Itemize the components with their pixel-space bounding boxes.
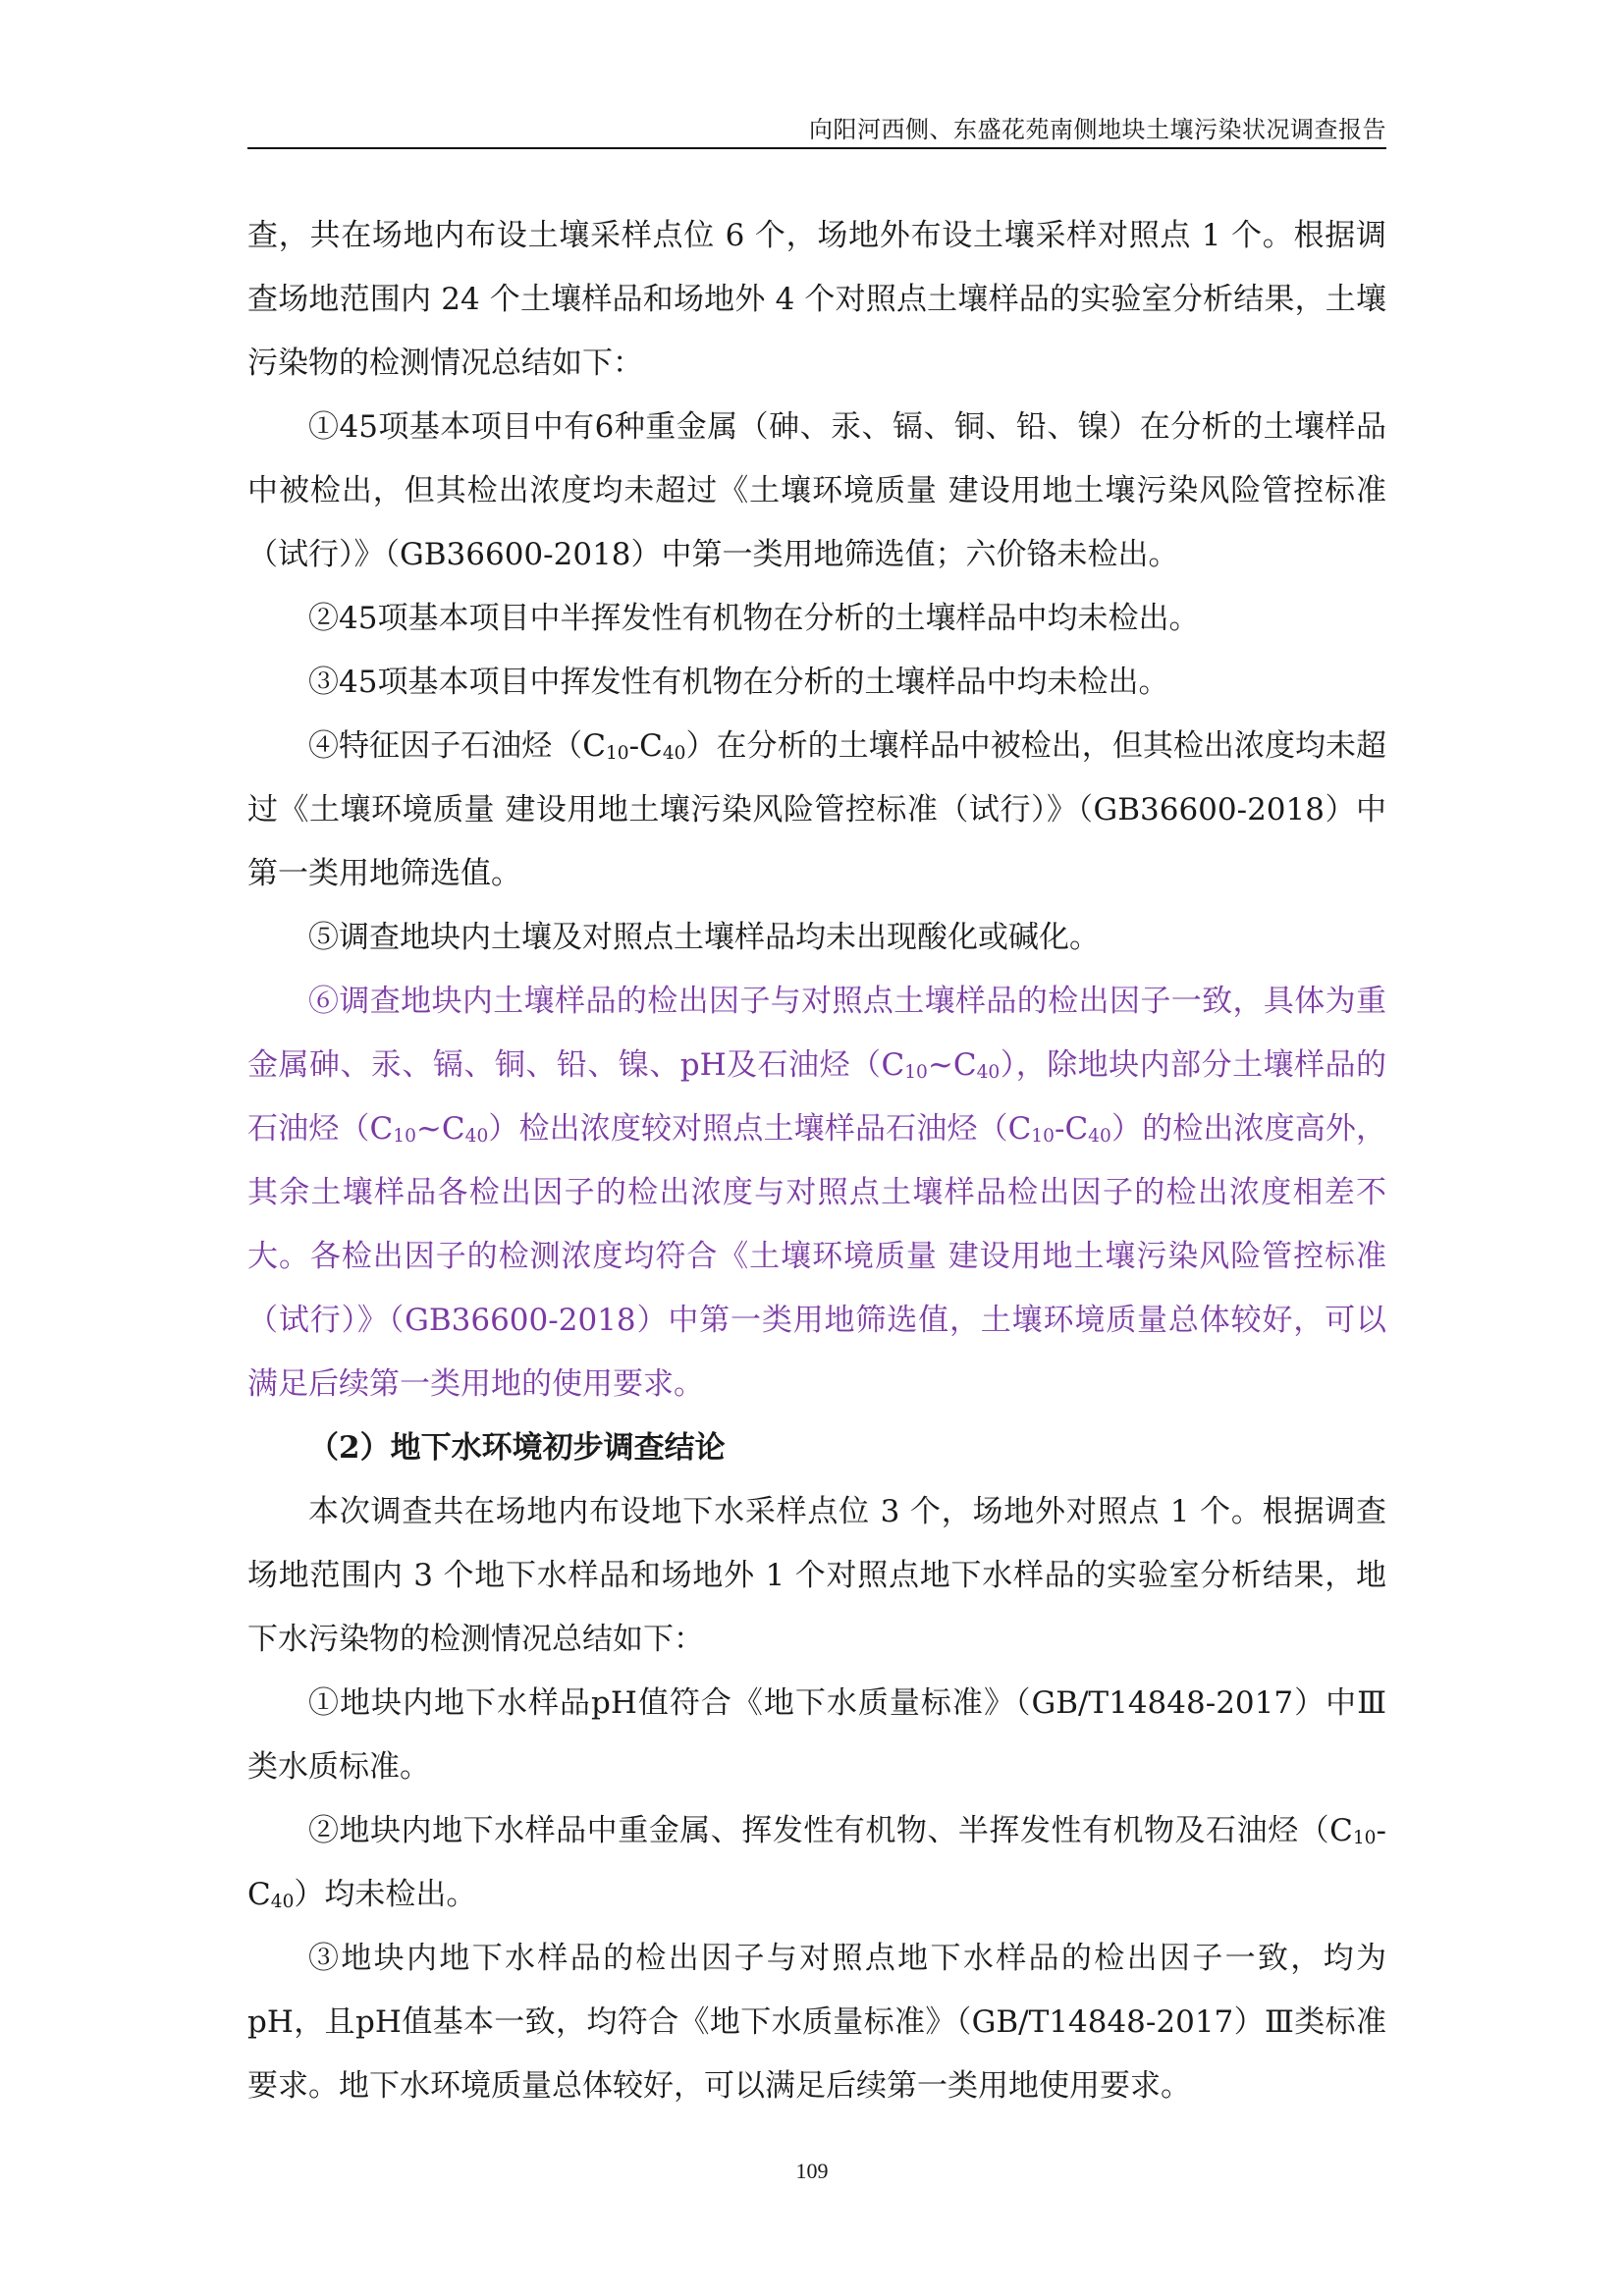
paragraph-groundwater-item-2: ②地块内地下水样品中重金属、挥发性有机物、半挥发性有机物及石油烃$(C_{10}-C_{40})$均未检出。 bbox=[247, 1813, 1386, 1912]
paragraph-groundwater-intro: 本次调查共在场地内布设地下水采样点位 3 个，场地外对照点 1 个。根据调查场地范围内 3 个地下水样品和场地外 1 个对照点地下水样品的实验室分析结果，地下水污染物的检测情况总结如下： bbox=[247, 1494, 1386, 1657]
paragraph-soil-item-1: ①45项基本项目中有6种重金属（砷、汞、镉、铜、铅、镍）在分析的土壤样品中被检出，但其检出浓度均未超过《土壤环境质量 建设用地土壤污染风险管控标准（试行）》（GB36600-2018）中第一类用地筛选值；六价铬未检出。 bbox=[247, 409, 1386, 572]
running-header: 向阳河西侧、东盛花苑南侧地块土壤污染状况调查报告 bbox=[809, 116, 1386, 143]
paragraph-soil-item-6-highlighted: ⑥调查地块内土壤样品的检出因子与对照点土壤样品的检出因子一致，具体为重金属砷、汞、镉、铜、铅、镍、pH及石油烃$(C_{10}\sim C_{40})$，除地块内部分土壤样品的石油烃$(C_{10}\sim C_{40})$检出浓度较对照点土壤样品石油烃$(C_{10}-C_{40})$的检出浓度高外，其余土壤样品各检出因子的检出浓度与对照点土壤样品检出因子的检出浓度相差不大。各检出因子的检测浓度均符合《土壤环境质量 建设用地土壤污染风险管控标准（试行）》（GB36600-2018）中第一类用地筛选值，土壤环境质量总体较好，可以满足后续第一类用地的使用要求。 bbox=[247, 984, 1386, 1402]
paragraph-groundwater-item-3: ③地块内地下水样品的检出因子与对照点地下水样品的检出因子一致，均为pH，且pH值基本一致，均符合《地下水质量标准》（GB/T14848-2017）Ⅲ类标准要求。地下水环境质量总体较好，可以满足后续第一类用地使用要求。 bbox=[247, 1941, 1386, 2104]
paragraph-soil-item-3: ③45项基本项目中挥发性有机物在分析的土壤样品中均未检出。 bbox=[308, 665, 1169, 700]
header-divider bbox=[247, 147, 1386, 149]
page-number: 109 bbox=[795, 2159, 829, 2183]
document-body bbox=[247, 204, 1386, 2118]
paragraph-groundwater-item-1: ①地块内地下水样品pH值符合《地下水质量标准》（GB/T14848-2017）中Ⅲ类水质标准。 bbox=[247, 1685, 1386, 1785]
paragraph-soil-intro: 查，共在场地内布设土壤采样点位 6 个，场地外布设土壤采样对照点 1 个。根据调查场地范围内 24 个土壤样品和场地外 4 个对照点土壤样品的实验室分析结果，土壤污染物的检测情况总结如下： bbox=[247, 218, 1386, 381]
paragraph-soil-item-5: ⑤调查地块内土壤及对照点土壤样品均未出现酸化或碱化。 bbox=[308, 920, 1100, 955]
section-heading-groundwater: （2）地下水环境初步调查结论 bbox=[308, 1430, 726, 1466]
paragraph-soil-item-4: ④特征因子石油烃$(C_{10}-C_{40})$在分析的土壤样品中被检出，但其检出浓度均未超过《土壤环境质量 建设用地土壤污染风险管控标准（试行）》（GB36600-2018）中第一类用地筛选值。 bbox=[247, 728, 1387, 891]
paragraph-soil-item-2: ②45项基本项目中半挥发性有机物在分析的土壤样品中均未检出。 bbox=[308, 601, 1200, 636]
